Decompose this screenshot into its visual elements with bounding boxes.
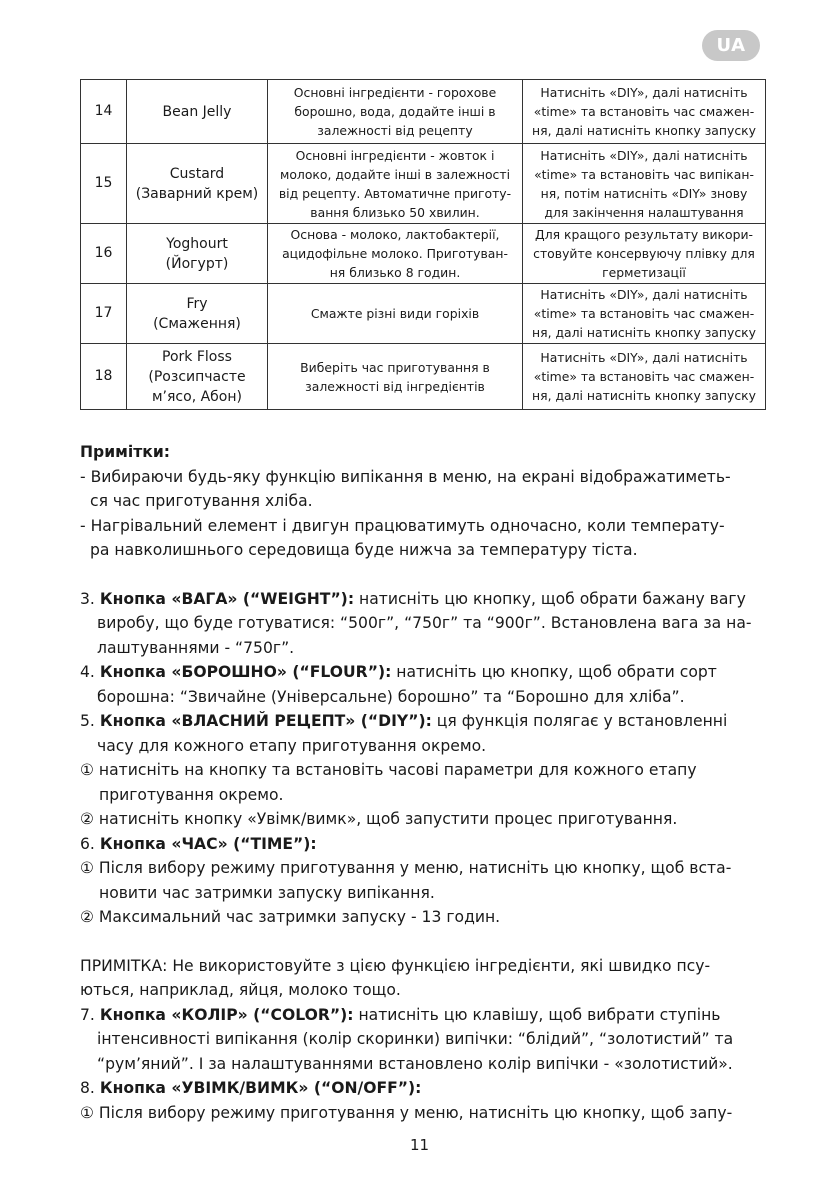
table-row bbox=[81, 224, 766, 284]
color-line-3: “рум’яний”. І за налаштуваннями встановлено колір випічки - «золотистий». bbox=[97, 1054, 733, 1073]
diy-title: Кнопка «ВЛАСНИЙ РЕЦЕПТ» (“DIY”): bbox=[99, 712, 432, 730]
program-name-cell-line: (Йогурт) bbox=[165, 255, 229, 272]
ingredients-cell-line: Смажте різні види горіхів bbox=[310, 306, 480, 321]
body-text bbox=[80, 440, 770, 1125]
ingredients-cell-line: Основні інгредієнти - горохове bbox=[293, 85, 497, 100]
table-row bbox=[81, 80, 766, 144]
program-name-cell-line: (Смаження) bbox=[153, 315, 241, 332]
program-name-cell bbox=[127, 284, 268, 344]
instructions-cell-line: ня, далі натисніть кнопку запуску bbox=[532, 388, 756, 403]
instructions-cell bbox=[523, 80, 766, 144]
color-item bbox=[80, 1003, 770, 1028]
program-name-cell-line: Bean Jelly bbox=[162, 103, 232, 120]
program-name-cell-line: Yoghourt bbox=[166, 235, 228, 252]
ingredients-cell bbox=[268, 224, 523, 284]
item-number: 5. bbox=[80, 712, 100, 730]
ingredients-cell-line: залежності від рецепту bbox=[317, 123, 473, 138]
diy-step-2: ② натисніть кнопку «Увімк/вимк», щоб запустити процес приготування. bbox=[80, 810, 678, 828]
diy-line-2: часу для кожного етапу приготування окремо. bbox=[97, 736, 487, 755]
row-number-cell: 17 bbox=[81, 284, 127, 344]
weight-line-3: лаштуваннями - “750г”. bbox=[97, 638, 295, 657]
instructions-cell-line: ня, далі натисніть кнопку запуску bbox=[532, 325, 756, 340]
instructions-cell-line: «time» та встановіть час смажен- bbox=[533, 104, 755, 119]
ingredients-cell-line: вання близько 50 хвилин. bbox=[310, 204, 480, 220]
color-text: натисніть цю клавішу, щоб вибрати ступінь bbox=[353, 1005, 721, 1024]
row-number-cell: 15 bbox=[81, 144, 127, 224]
instructions-cell bbox=[523, 144, 766, 224]
onoff-item bbox=[80, 1076, 770, 1101]
program-name-cell bbox=[127, 344, 268, 410]
ingredients-cell bbox=[268, 80, 523, 144]
ingredients-cell bbox=[268, 144, 523, 224]
note-2-line-1: - Нагрівальний елемент і двигун працюватимуть одночасно, коли температу- bbox=[80, 516, 725, 535]
program-name-cell bbox=[127, 144, 268, 224]
ingredients-cell-line: залежності від інгредієнтів bbox=[305, 378, 485, 394]
ingredients-cell bbox=[268, 344, 523, 410]
item-number: 3. bbox=[80, 589, 100, 608]
instructions-cell bbox=[523, 284, 766, 344]
table-row bbox=[81, 144, 766, 224]
flour-title: Кнопка «БОРОШНО» (“FLOUR”): bbox=[99, 663, 392, 681]
program-name-cell-line: (Розсипчасте bbox=[148, 368, 246, 385]
diy-step-1-line-2: приготування окремо. bbox=[99, 785, 284, 804]
item-number: 7. bbox=[80, 1005, 100, 1024]
instructions-cell-line: Натисніть «DIY», далі натисніть bbox=[540, 287, 748, 302]
flour-text: натисніть цю кнопку, щоб обрати сорт bbox=[391, 663, 717, 681]
ingredients-cell-line: від рецепту. Автоматичне приготу- bbox=[278, 185, 512, 201]
notes-title: Примітки: bbox=[80, 443, 171, 461]
time-item bbox=[80, 832, 770, 857]
instructions-cell-line: герметизації bbox=[602, 265, 686, 280]
row-number-cell: 16 bbox=[81, 224, 127, 284]
ingredients-cell-line: ацидофільне молоко. Приготуван- bbox=[282, 246, 508, 261]
time-step-2: ② Максимальний час затримки запуску - 13 годин. bbox=[80, 908, 501, 926]
program-name-cell-line: Pork Floss bbox=[162, 348, 232, 365]
instructions-cell-line: Для кращого результату викори- bbox=[535, 227, 753, 242]
instructions-cell bbox=[523, 344, 766, 410]
note-1-line-2: ся час приготування хліба. bbox=[90, 492, 313, 510]
weight-title: Кнопка «ВАГА» (“WEIGHT”): bbox=[99, 589, 355, 608]
instructions-cell-line: ня, далі натисніть кнопку запуску bbox=[532, 123, 756, 138]
instructions-cell-line: «time» та встановіть час смажен- bbox=[533, 369, 755, 384]
table-row bbox=[81, 284, 766, 344]
warning-line-1: ПРИМІТКА: Не використовуйте з цією функцією інгредієнти, які швидко псу- bbox=[80, 956, 711, 975]
instructions-cell-line: ня, потім натисніть «DIY» знову bbox=[540, 185, 748, 201]
program-name-cell-line: Custard bbox=[169, 165, 225, 182]
program-name-cell-line: Fry bbox=[186, 295, 208, 312]
diy-text: ця функція полягає у встановленні bbox=[431, 712, 728, 730]
item-number: 4. bbox=[80, 663, 100, 681]
instructions-cell-line: «time» та встановіть час смажен- bbox=[533, 306, 755, 321]
warning-line-2: ються, наприклад, яйця, молоко тощо. bbox=[80, 981, 401, 999]
ingredients-cell-line: борошно, вода, додайте інші в bbox=[294, 104, 496, 119]
page-number: 11 bbox=[409, 1136, 430, 1154]
onoff-step-1: ① Після вибору режиму приготування у меню, натисніть цю кнопку, щоб запу- bbox=[80, 1103, 733, 1122]
program-name-cell-line: м’ясо, Абон) bbox=[152, 388, 242, 405]
ingredients-cell-line: Виберіть час приготування в bbox=[300, 359, 490, 375]
ingredients-cell-line: молоко, додайте інші в залежності bbox=[279, 166, 511, 182]
diy-step-1-line-1: ① натисніть на кнопку та встановіть часові параметри для кожного етапу bbox=[80, 761, 697, 779]
weight-item bbox=[80, 587, 770, 612]
item-number: 6. bbox=[80, 834, 100, 853]
note-1-line-1: - Вибираючи будь-яку функцію випікання в меню, на екрані відображатиметь- bbox=[80, 467, 731, 486]
flour-line-2: борошна: “Звичайне (Універсальне) борошно” та “Борошно для хліба”. bbox=[97, 687, 685, 706]
onoff-title: Кнопка «УВІМК/ВИМК» (“ON/OFF”): bbox=[99, 1079, 422, 1097]
instructions-cell-line: Натисніть «DIY», далі натисніть bbox=[540, 85, 748, 100]
program-name-cell bbox=[127, 224, 268, 284]
time-title: Кнопка «ЧАС» (“TIME”): bbox=[99, 834, 317, 853]
note-2-line-2: ра навколишнього середовища буде нижча за температуру тіста. bbox=[90, 541, 638, 559]
instructions-cell-line: стовуйте консервуючу плівку для bbox=[533, 246, 755, 261]
row-number-cell: 18 bbox=[81, 344, 127, 410]
flour-item bbox=[80, 660, 770, 685]
row-number-cell: 14 bbox=[81, 80, 127, 144]
table-row bbox=[81, 344, 766, 410]
instructions-cell-line: Натисніть «DIY», далі натисніть bbox=[540, 147, 748, 163]
instructions-cell-line: «time» та встановіть час випікан- bbox=[534, 166, 754, 182]
language-badge: UA bbox=[702, 30, 760, 61]
ingredients-cell-line: Основа - молоко, лактобактерії, bbox=[290, 227, 500, 242]
time-step-1-line-1: ① Після вибору режиму приготування у меню, натисніть цю кнопку, щоб вста- bbox=[80, 859, 732, 877]
color-title: Кнопка «КОЛІР» (“COLOR”): bbox=[99, 1005, 354, 1024]
diy-item bbox=[80, 709, 770, 734]
instructions-cell-line: для закінчення налаштування bbox=[544, 204, 744, 220]
color-line-2: інтенсивності випікання (колір скоринки) випічки: “блідий”, “золотистий” та bbox=[97, 1030, 734, 1048]
ingredients-cell-line: Основні інгредієнти - жовток і bbox=[295, 147, 495, 163]
weight-line-2: виробу, що буде готуватися: “500г”, “750г” та “900г”. Встановлена вага за на- bbox=[97, 614, 752, 632]
instructions-cell-line: Натисніть «DIY», далі натисніть bbox=[540, 350, 748, 365]
time-step-1-line-2: новити час затримки запуску випікання. bbox=[99, 883, 435, 902]
recipe-table bbox=[80, 79, 766, 410]
ingredients-cell-line: ня близько 8 годин. bbox=[329, 265, 461, 280]
recipe-table-body bbox=[81, 80, 766, 410]
instructions-cell bbox=[523, 224, 766, 284]
ingredients-cell bbox=[268, 284, 523, 344]
weight-text: натисніть цю кнопку, щоб обрати бажану вагу bbox=[354, 589, 746, 608]
item-number: 8. bbox=[80, 1079, 100, 1097]
program-name-cell bbox=[127, 80, 268, 144]
program-name-cell-line: (Заварний крем) bbox=[135, 185, 259, 202]
